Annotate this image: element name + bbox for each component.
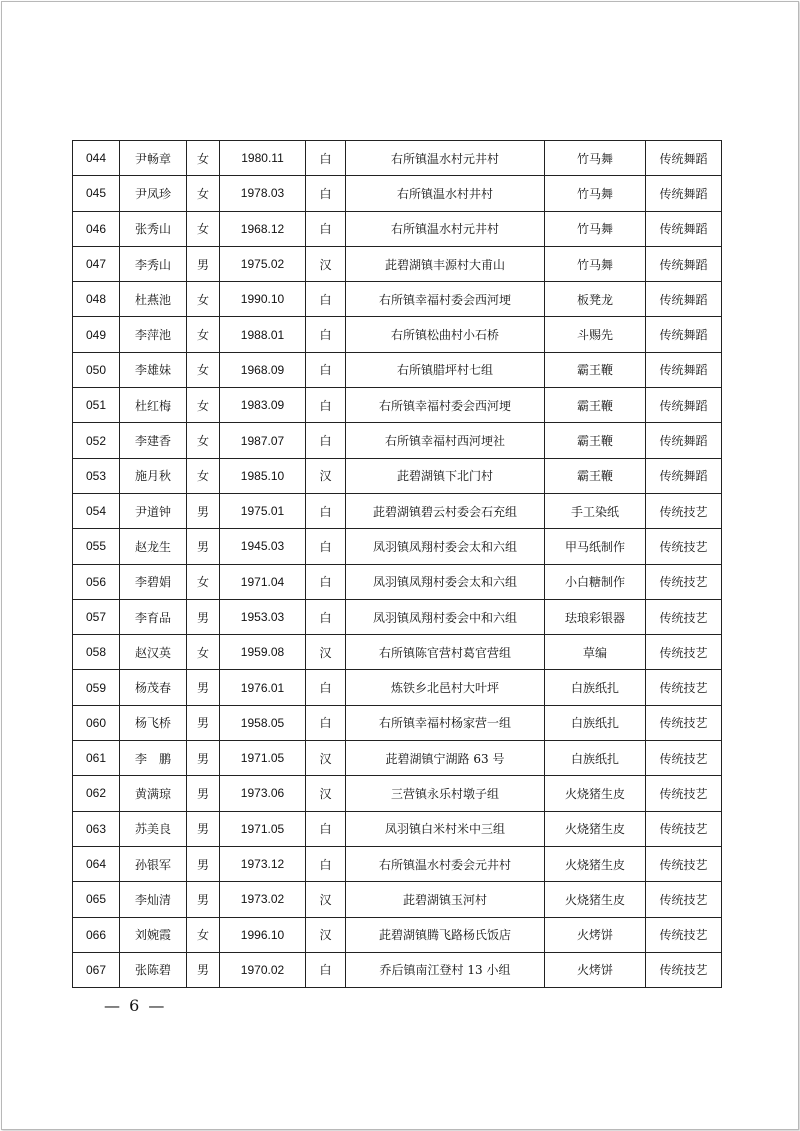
cell-birth-date: 1968.12 [220, 211, 306, 246]
table-row [73, 599, 722, 634]
cell-serial-number: 064 [73, 846, 120, 881]
cell-gender: 男 [187, 705, 220, 740]
cell-project: 珐琅彩银器 [545, 599, 646, 634]
cell-address: 右所镇幸福村委会西河埂 [346, 282, 545, 317]
cell-address: 茈碧湖镇丰源村大甫山 [346, 246, 545, 281]
cell-ethnicity: 白 [306, 493, 346, 528]
cell-address: 凤羽镇凤翔村委会中和六组 [346, 599, 545, 634]
cell-birth-date: 1988.01 [220, 317, 306, 352]
cell-gender: 女 [187, 211, 220, 246]
cell-name: 黄满琼 [120, 776, 187, 811]
cell-ethnicity: 白 [306, 705, 346, 740]
cell-category: 传统舞蹈 [646, 458, 722, 493]
cell-serial-number: 067 [73, 952, 120, 987]
table-row [73, 141, 722, 176]
table-row [73, 211, 722, 246]
cell-category: 传统技艺 [646, 811, 722, 846]
cell-birth-date: 1996.10 [220, 917, 306, 952]
cell-ethnicity: 汉 [306, 741, 346, 776]
cell-category: 传统舞蹈 [646, 282, 722, 317]
cell-birth-date: 1970.02 [220, 952, 306, 987]
cell-name: 施月秋 [120, 458, 187, 493]
cell-name: 尹道钟 [120, 493, 187, 528]
cell-address: 茈碧湖镇宁湖路 63 号 [346, 741, 545, 776]
cell-birth-date: 1945.03 [220, 529, 306, 564]
cell-category: 传统技艺 [646, 493, 722, 528]
cell-ethnicity: 白 [306, 352, 346, 387]
table-row [73, 917, 722, 952]
cell-gender: 男 [187, 670, 220, 705]
cell-address: 炼铁乡北邑村大叶坪 [346, 670, 545, 705]
cell-project: 手工染纸 [545, 493, 646, 528]
cell-birth-date: 1959.08 [220, 635, 306, 670]
table-row [73, 952, 722, 987]
cell-project: 竹马舞 [545, 176, 646, 211]
cell-serial-number: 056 [73, 564, 120, 599]
cell-serial-number: 049 [73, 317, 120, 352]
cell-project: 白族纸扎 [545, 705, 646, 740]
cell-name: 李雄妹 [120, 352, 187, 387]
cell-ethnicity: 汉 [306, 458, 346, 493]
cell-name: 李 鹏 [120, 741, 187, 776]
cell-ethnicity: 白 [306, 282, 346, 317]
cell-birth-date: 1987.07 [220, 423, 306, 458]
cell-ethnicity: 白 [306, 811, 346, 846]
cell-ethnicity: 白 [306, 176, 346, 211]
cell-birth-date: 1971.05 [220, 741, 306, 776]
cell-category: 传统舞蹈 [646, 211, 722, 246]
cell-project: 白族纸扎 [545, 741, 646, 776]
cell-address: 右所镇幸福村杨家营一组 [346, 705, 545, 740]
cell-project: 火烧猪生皮 [545, 846, 646, 881]
cell-gender: 男 [187, 952, 220, 987]
cell-name: 李灿清 [120, 882, 187, 917]
cell-ethnicity: 白 [306, 388, 346, 423]
cell-name: 李育品 [120, 599, 187, 634]
cell-name: 张陈碧 [120, 952, 187, 987]
table-row [73, 458, 722, 493]
cell-address: 茈碧湖镇下北门村 [346, 458, 545, 493]
cell-serial-number: 050 [73, 352, 120, 387]
cell-gender: 女 [187, 282, 220, 317]
cell-name: 尹凤珍 [120, 176, 187, 211]
table-row [73, 741, 722, 776]
cell-birth-date: 1973.02 [220, 882, 306, 917]
cell-birth-date: 1971.05 [220, 811, 306, 846]
table-row [73, 882, 722, 917]
roster-table [72, 140, 722, 988]
cell-category: 传统技艺 [646, 741, 722, 776]
cell-ethnicity: 汉 [306, 882, 346, 917]
cell-birth-date: 1953.03 [220, 599, 306, 634]
cell-serial-number: 045 [73, 176, 120, 211]
cell-birth-date: 1978.03 [220, 176, 306, 211]
cell-ethnicity: 白 [306, 317, 346, 352]
cell-category: 传统技艺 [646, 529, 722, 564]
cell-birth-date: 1983.09 [220, 388, 306, 423]
cell-birth-date: 1973.06 [220, 776, 306, 811]
cell-ethnicity: 白 [306, 141, 346, 176]
cell-project: 霸王鞭 [545, 423, 646, 458]
cell-serial-number: 061 [73, 741, 120, 776]
cell-project: 火烤饼 [545, 917, 646, 952]
cell-name: 杜燕池 [120, 282, 187, 317]
cell-birth-date: 1985.10 [220, 458, 306, 493]
cell-address: 三营镇永乐村墩子组 [346, 776, 545, 811]
cell-category: 传统技艺 [646, 952, 722, 987]
cell-category: 传统技艺 [646, 917, 722, 952]
cell-birth-date: 1958.05 [220, 705, 306, 740]
table-row [73, 529, 722, 564]
cell-ethnicity: 白 [306, 529, 346, 564]
cell-ethnicity: 白 [306, 423, 346, 458]
cell-category: 传统技艺 [646, 776, 722, 811]
cell-serial-number: 059 [73, 670, 120, 705]
cell-name: 李碧娟 [120, 564, 187, 599]
cell-ethnicity: 白 [306, 564, 346, 599]
cell-address: 右所镇温水村元井村 [346, 141, 545, 176]
cell-category: 传统舞蹈 [646, 246, 722, 281]
cell-name: 李建香 [120, 423, 187, 458]
cell-serial-number: 053 [73, 458, 120, 493]
cell-serial-number: 044 [73, 141, 120, 176]
cell-project: 板凳龙 [545, 282, 646, 317]
cell-birth-date: 1990.10 [220, 282, 306, 317]
cell-birth-date: 1973.12 [220, 846, 306, 881]
cell-address: 茈碧湖镇腾飞路杨氏饭店 [346, 917, 545, 952]
cell-gender: 女 [187, 388, 220, 423]
cell-category: 传统技艺 [646, 564, 722, 599]
table-row [73, 811, 722, 846]
cell-project: 火烧猪生皮 [545, 776, 646, 811]
table-row [73, 564, 722, 599]
cell-category: 传统技艺 [646, 846, 722, 881]
roster-table-container [72, 140, 722, 988]
cell-birth-date: 1976.01 [220, 670, 306, 705]
cell-project: 白族纸扎 [545, 670, 646, 705]
cell-serial-number: 057 [73, 599, 120, 634]
table-row [73, 352, 722, 387]
cell-address: 右所镇温水村委会元井村 [346, 846, 545, 881]
cell-category: 传统舞蹈 [646, 141, 722, 176]
cell-birth-date: 1980.11 [220, 141, 306, 176]
cell-address: 右所镇温水村元井村 [346, 211, 545, 246]
cell-name: 苏美良 [120, 811, 187, 846]
cell-serial-number: 055 [73, 529, 120, 564]
cell-project: 火烧猪生皮 [545, 811, 646, 846]
cell-gender: 女 [187, 176, 220, 211]
cell-ethnicity: 白 [306, 670, 346, 705]
cell-address: 茈碧湖镇玉河村 [346, 882, 545, 917]
cell-serial-number: 060 [73, 705, 120, 740]
cell-category: 传统技艺 [646, 705, 722, 740]
cell-project: 霸王鞭 [545, 352, 646, 387]
cell-serial-number: 066 [73, 917, 120, 952]
table-row [73, 493, 722, 528]
table-row [73, 670, 722, 705]
cell-name: 张秀山 [120, 211, 187, 246]
cell-project: 火烤饼 [545, 952, 646, 987]
cell-gender: 女 [187, 458, 220, 493]
cell-name: 李萍池 [120, 317, 187, 352]
cell-address: 右所镇松曲村小石桥 [346, 317, 545, 352]
cell-name: 杨飞桥 [120, 705, 187, 740]
cell-address: 右所镇幸福村西河埂社 [346, 423, 545, 458]
cell-project: 草编 [545, 635, 646, 670]
cell-ethnicity: 汉 [306, 776, 346, 811]
cell-gender: 女 [187, 635, 220, 670]
cell-project: 斗赐先 [545, 317, 646, 352]
cell-address: 凤羽镇凤翔村委会太和六组 [346, 564, 545, 599]
cell-ethnicity: 汉 [306, 246, 346, 281]
cell-ethnicity: 白 [306, 599, 346, 634]
cell-project: 小白糖制作 [545, 564, 646, 599]
table-row [73, 388, 722, 423]
cell-project: 甲马纸制作 [545, 529, 646, 564]
cell-project: 霸王鞭 [545, 458, 646, 493]
cell-serial-number: 054 [73, 493, 120, 528]
cell-project: 竹马舞 [545, 211, 646, 246]
cell-gender: 男 [187, 811, 220, 846]
cell-name: 李秀山 [120, 246, 187, 281]
cell-category: 传统舞蹈 [646, 423, 722, 458]
cell-ethnicity: 白 [306, 211, 346, 246]
cell-project: 竹马舞 [545, 246, 646, 281]
cell-gender: 男 [187, 882, 220, 917]
cell-serial-number: 058 [73, 635, 120, 670]
cell-serial-number: 065 [73, 882, 120, 917]
cell-name: 杜红梅 [120, 388, 187, 423]
table-row [73, 317, 722, 352]
cell-address: 凤羽镇凤翔村委会太和六组 [346, 529, 545, 564]
cell-name: 尹畅章 [120, 141, 187, 176]
cell-address: 凤羽镇白米村米中三组 [346, 811, 545, 846]
cell-gender: 男 [187, 529, 220, 564]
cell-gender: 男 [187, 246, 220, 281]
cell-birth-date: 1975.01 [220, 493, 306, 528]
cell-gender: 女 [187, 141, 220, 176]
cell-address: 乔后镇南江登村 13 小组 [346, 952, 545, 987]
cell-project: 霸王鞭 [545, 388, 646, 423]
cell-name: 赵汉英 [120, 635, 187, 670]
cell-category: 传统舞蹈 [646, 388, 722, 423]
cell-category: 传统技艺 [646, 670, 722, 705]
table-row [73, 846, 722, 881]
cell-category: 传统技艺 [646, 635, 722, 670]
cell-serial-number: 051 [73, 388, 120, 423]
cell-birth-date: 1971.04 [220, 564, 306, 599]
page-number: — 6 — [104, 996, 167, 1015]
cell-birth-date: 1968.09 [220, 352, 306, 387]
cell-address: 右所镇幸福村委会西河埂 [346, 388, 545, 423]
cell-gender: 女 [187, 917, 220, 952]
cell-ethnicity: 白 [306, 952, 346, 987]
cell-ethnicity: 白 [306, 846, 346, 881]
table-row [73, 776, 722, 811]
cell-serial-number: 048 [73, 282, 120, 317]
cell-address: 右所镇腊坪村七组 [346, 352, 545, 387]
cell-name: 赵龙生 [120, 529, 187, 564]
cell-gender: 男 [187, 846, 220, 881]
table-row [73, 282, 722, 317]
cell-gender: 女 [187, 317, 220, 352]
cell-project: 火烧猪生皮 [545, 882, 646, 917]
table-row [73, 705, 722, 740]
cell-name: 孙银军 [120, 846, 187, 881]
cell-name: 刘婉霞 [120, 917, 187, 952]
roster-table-body [73, 141, 722, 988]
cell-category: 传统舞蹈 [646, 352, 722, 387]
cell-project: 竹马舞 [545, 141, 646, 176]
cell-name: 杨茂春 [120, 670, 187, 705]
cell-address: 右所镇陈官营村葛官营组 [346, 635, 545, 670]
cell-ethnicity: 汉 [306, 917, 346, 952]
cell-category: 传统技艺 [646, 882, 722, 917]
cell-address: 右所镇温水村井村 [346, 176, 545, 211]
cell-category: 传统舞蹈 [646, 317, 722, 352]
cell-address: 茈碧湖镇碧云村委会石充组 [346, 493, 545, 528]
table-row [73, 635, 722, 670]
cell-category: 传统技艺 [646, 599, 722, 634]
table-row [73, 423, 722, 458]
cell-gender: 男 [187, 741, 220, 776]
cell-serial-number: 063 [73, 811, 120, 846]
cell-serial-number: 052 [73, 423, 120, 458]
cell-gender: 男 [187, 599, 220, 634]
table-row [73, 246, 722, 281]
cell-ethnicity: 汉 [306, 635, 346, 670]
cell-gender: 男 [187, 493, 220, 528]
cell-gender: 男 [187, 776, 220, 811]
cell-serial-number: 047 [73, 246, 120, 281]
cell-gender: 女 [187, 423, 220, 458]
cell-serial-number: 046 [73, 211, 120, 246]
cell-birth-date: 1975.02 [220, 246, 306, 281]
cell-serial-number: 062 [73, 776, 120, 811]
cell-gender: 女 [187, 564, 220, 599]
table-row [73, 176, 722, 211]
cell-category: 传统舞蹈 [646, 176, 722, 211]
cell-gender: 女 [187, 352, 220, 387]
